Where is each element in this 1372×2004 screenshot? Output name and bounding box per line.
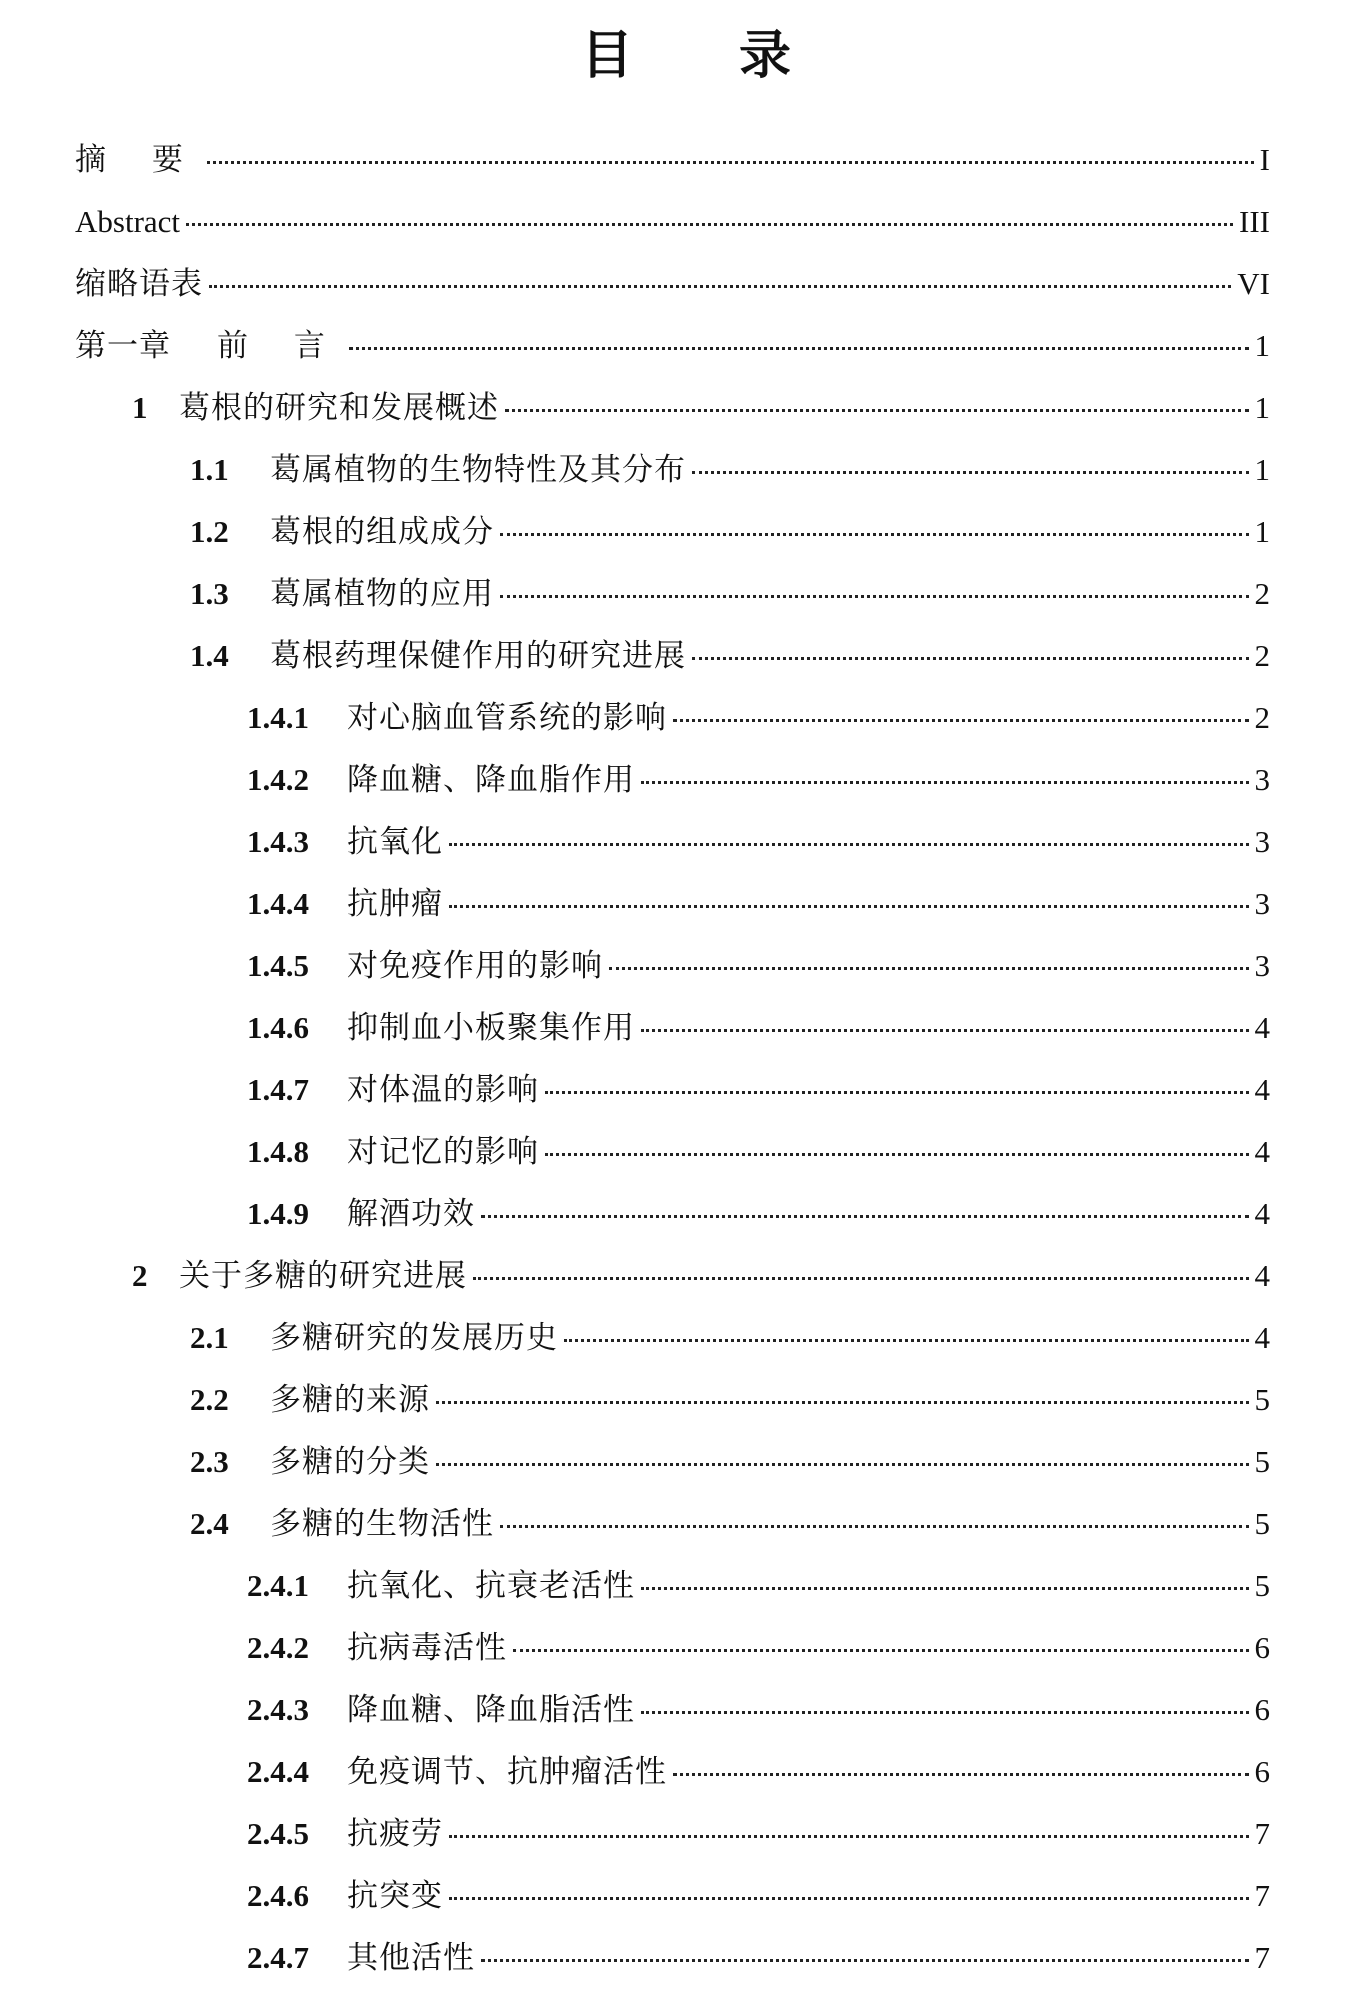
toc-entry-number: 1.4.7 (247, 1072, 309, 1107)
toc-entry-label: 抗病毒活性 (347, 1630, 507, 1666)
toc-entry[interactable] (75, 1442, 1270, 1504)
dot-leader (449, 1835, 1249, 1838)
toc-entry-number: 1.4.9 (247, 1196, 309, 1231)
toc-entry-number: 2.4.6 (247, 1878, 309, 1913)
toc-entry-number: 1.4.8 (247, 1134, 309, 1169)
toc-entry-label: 葛根的研究和发展概述 (179, 390, 499, 426)
dot-leader (564, 1339, 1249, 1342)
toc-entry-label: 抑制血小板聚集作用 (347, 1010, 635, 1046)
toc-entry-page: 6 (1254, 1754, 1270, 1789)
toc-entry-label: 对体温的影响 (347, 1072, 539, 1108)
dot-leader (349, 347, 1249, 350)
toc-entry-label: 免疫调节、抗肿瘤活性 (347, 1754, 667, 1790)
toc-entry-number: 1.2 (190, 514, 229, 549)
toc-entry-number: 1.3 (190, 576, 229, 611)
toc-entry[interactable] (75, 946, 1270, 1008)
dot-leader (673, 1773, 1249, 1776)
toc-entry[interactable] (75, 1628, 1270, 1690)
toc-entry-page: 4 (1254, 1320, 1270, 1355)
toc-entry-page: 5 (1254, 1382, 1270, 1417)
toc-entry[interactable] (75, 1380, 1270, 1442)
dot-leader (473, 1277, 1249, 1280)
toc-entry-page: 4 (1254, 1010, 1270, 1045)
toc-entry-page: VI (1237, 266, 1270, 301)
toc-entry-label: 抗氧化 (347, 824, 443, 860)
dot-leader (513, 1649, 1249, 1652)
toc-entry-page: 1 (1254, 452, 1270, 487)
toc-entry-label: 缩略语表 (75, 266, 203, 302)
toc-entry[interactable] (75, 1318, 1270, 1380)
toc-entry-label: 降血糖、降血脂活性 (347, 1692, 635, 1728)
toc-entry-number: 1.4.2 (247, 762, 309, 797)
toc-entry-page: 3 (1254, 824, 1270, 859)
dot-leader (609, 967, 1249, 970)
toc-entry-number: 2.4.3 (247, 1692, 309, 1727)
toc-entry-label: 抗氧化、抗衰老活性 (347, 1568, 635, 1604)
dot-leader (641, 1587, 1249, 1590)
toc-entry-number: 2.4.2 (247, 1630, 309, 1665)
toc-section-entries (75, 388, 1270, 2000)
toc-entry-label: 关于多糖的研究进展 (179, 1258, 467, 1294)
toc-entry[interactable] (75, 1504, 1270, 1566)
toc-entry-page: 7 (1254, 1940, 1270, 1975)
toc-entry-label: 多糖的生物活性 (270, 1506, 494, 1542)
toc-entry-page: III (1239, 204, 1270, 239)
toc-entry-abbreviations[interactable] (75, 264, 1270, 326)
dot-leader (481, 1215, 1249, 1218)
toc-entry-label: 对心脑血管系统的影响 (347, 700, 667, 736)
toc-entry-page: 6 (1254, 1630, 1270, 1665)
dot-leader (449, 843, 1249, 846)
toc-entry-number: 2.3 (190, 1444, 229, 1479)
toc-entry-label: 葛根的组成成分 (270, 514, 494, 550)
toc-entry-page: 6 (1254, 1692, 1270, 1727)
toc-entry-number: 2.4.4 (247, 1754, 309, 1789)
toc-entry-label: 多糖的分类 (270, 1444, 430, 1480)
toc-entry-page: 5 (1254, 1568, 1270, 1603)
dot-leader (207, 161, 1254, 164)
toc-entry-page: 4 (1254, 1196, 1270, 1231)
toc-entry-chapter-1[interactable] (75, 326, 1270, 388)
toc-entry-number: 2.4.5 (247, 1816, 309, 1851)
toc-entry-label: 降血糖、降血脂作用 (347, 762, 635, 798)
toc-entry-page: 1 (1254, 390, 1270, 425)
dot-leader (641, 1029, 1249, 1032)
toc-entry-label: 多糖的来源 (270, 1382, 430, 1418)
toc-entry-page: 2 (1254, 638, 1270, 673)
toc-entry[interactable] (75, 1070, 1270, 1132)
table-of-contents (75, 140, 1270, 2000)
toc-entry-label: 对免疫作用的影响 (347, 948, 603, 984)
toc-entry[interactable] (75, 636, 1270, 698)
toc-entry-label: 葛属植物的应用 (270, 576, 494, 612)
toc-entry-page: 3 (1254, 762, 1270, 797)
toc-entry[interactable] (75, 574, 1270, 636)
toc-entry-number: 1 (132, 390, 148, 425)
toc-entry-page: I (1259, 142, 1270, 177)
toc-entry-page: 5 (1254, 1444, 1270, 1479)
toc-entry[interactable] (75, 1938, 1270, 2000)
toc-entry-page: 3 (1254, 948, 1270, 983)
dot-leader (692, 471, 1249, 474)
dot-leader (545, 1153, 1249, 1156)
toc-entry[interactable] (75, 512, 1270, 574)
toc-entry[interactable] (75, 884, 1270, 946)
toc-entry[interactable] (75, 1876, 1270, 1938)
dot-leader (500, 1525, 1249, 1528)
dot-leader (692, 657, 1249, 660)
dot-leader (186, 223, 1233, 226)
toc-entry-label: 对记忆的影响 (347, 1134, 539, 1170)
toc-entry[interactable] (75, 822, 1270, 884)
toc-entry-abstract-en[interactable] (75, 202, 1270, 264)
toc-entry-label: 抗肿瘤 (347, 886, 443, 922)
toc-entry-number: 1.4.3 (247, 824, 309, 859)
dot-leader (436, 1463, 1249, 1466)
toc-entry-page: 1 (1254, 514, 1270, 549)
toc-entry-page: 4 (1254, 1258, 1270, 1293)
toc-entry-label: 多糖研究的发展历史 (270, 1320, 558, 1356)
toc-entry-number: 2.2 (190, 1382, 229, 1417)
toc-entry-number: 2.4 (190, 1506, 229, 1541)
toc-entry-label: 解酒功效 (347, 1196, 475, 1232)
toc-entry-label: Abstract (75, 204, 181, 239)
page-title: 目 录 (580, 25, 836, 86)
dot-leader (481, 1959, 1249, 1962)
toc-entry[interactable] (75, 450, 1270, 512)
toc-entry-number: 1.4.6 (247, 1010, 309, 1045)
dot-leader (436, 1401, 1249, 1404)
chapter-title: 前 言 (217, 328, 343, 364)
dot-leader (500, 595, 1249, 598)
toc-entry-page: 2 (1254, 700, 1270, 735)
toc-entry-number: 2.4.1 (247, 1568, 309, 1603)
dot-leader (209, 285, 1231, 288)
toc-entry[interactable] (75, 698, 1270, 760)
dot-leader (673, 719, 1249, 722)
toc-entry-page: 7 (1254, 1878, 1270, 1913)
dot-leader (449, 905, 1249, 908)
dot-leader (641, 781, 1249, 784)
chapter-number: 第一章 (75, 328, 171, 364)
toc-entry-number: 1.1 (190, 452, 229, 487)
dot-leader (449, 1897, 1249, 1900)
toc-entry-label: 葛根药理保健作用的研究进展 (270, 638, 686, 674)
toc-entry-page: 3 (1254, 886, 1270, 921)
toc-entry-number: 2 (132, 1258, 148, 1293)
toc-entry[interactable] (75, 1690, 1270, 1752)
toc-entry[interactable] (75, 1256, 1270, 1318)
dot-leader (641, 1711, 1249, 1714)
toc-entry[interactable] (75, 760, 1270, 822)
toc-entry-page: 2 (1254, 576, 1270, 611)
toc-entry-label: 葛属植物的生物特性及其分布 (270, 452, 686, 488)
toc-entry-label: 摘 要 (75, 142, 201, 178)
toc-entry[interactable] (75, 388, 1270, 450)
toc-entry[interactable] (75, 1008, 1270, 1070)
dot-leader (545, 1091, 1249, 1094)
toc-entry[interactable] (75, 1132, 1270, 1194)
toc-entry-page: 4 (1254, 1072, 1270, 1107)
toc-entry-number: 1.4 (190, 638, 229, 673)
toc-entry[interactable] (75, 1194, 1270, 1256)
toc-entry-number: 2.1 (190, 1320, 229, 1355)
toc-entry[interactable] (75, 1566, 1270, 1628)
toc-entry-number: 1.4.1 (247, 700, 309, 735)
toc-entry-page: 5 (1254, 1506, 1270, 1541)
toc-entry-page: 4 (1254, 1134, 1270, 1169)
toc-entry-number: 2.4.7 (247, 1940, 309, 1975)
toc-entry-number: 1.4.5 (247, 948, 309, 983)
toc-entry-abstract-cn[interactable] (75, 140, 1270, 202)
toc-entry-label: 抗突变 (347, 1878, 443, 1914)
dot-leader (500, 533, 1249, 536)
toc-entry[interactable] (75, 1752, 1270, 1814)
toc-entry-number: 1.4.4 (247, 886, 309, 921)
toc-entry-page: 7 (1254, 1816, 1270, 1851)
toc-entry-label: 抗疲劳 (347, 1816, 443, 1852)
toc-entry-label (75, 326, 343, 366)
dot-leader (505, 409, 1249, 412)
toc-entry-label: 其他活性 (347, 1940, 475, 1976)
toc-entry[interactable] (75, 1814, 1270, 1876)
toc-entry-page: 1 (1254, 328, 1270, 363)
